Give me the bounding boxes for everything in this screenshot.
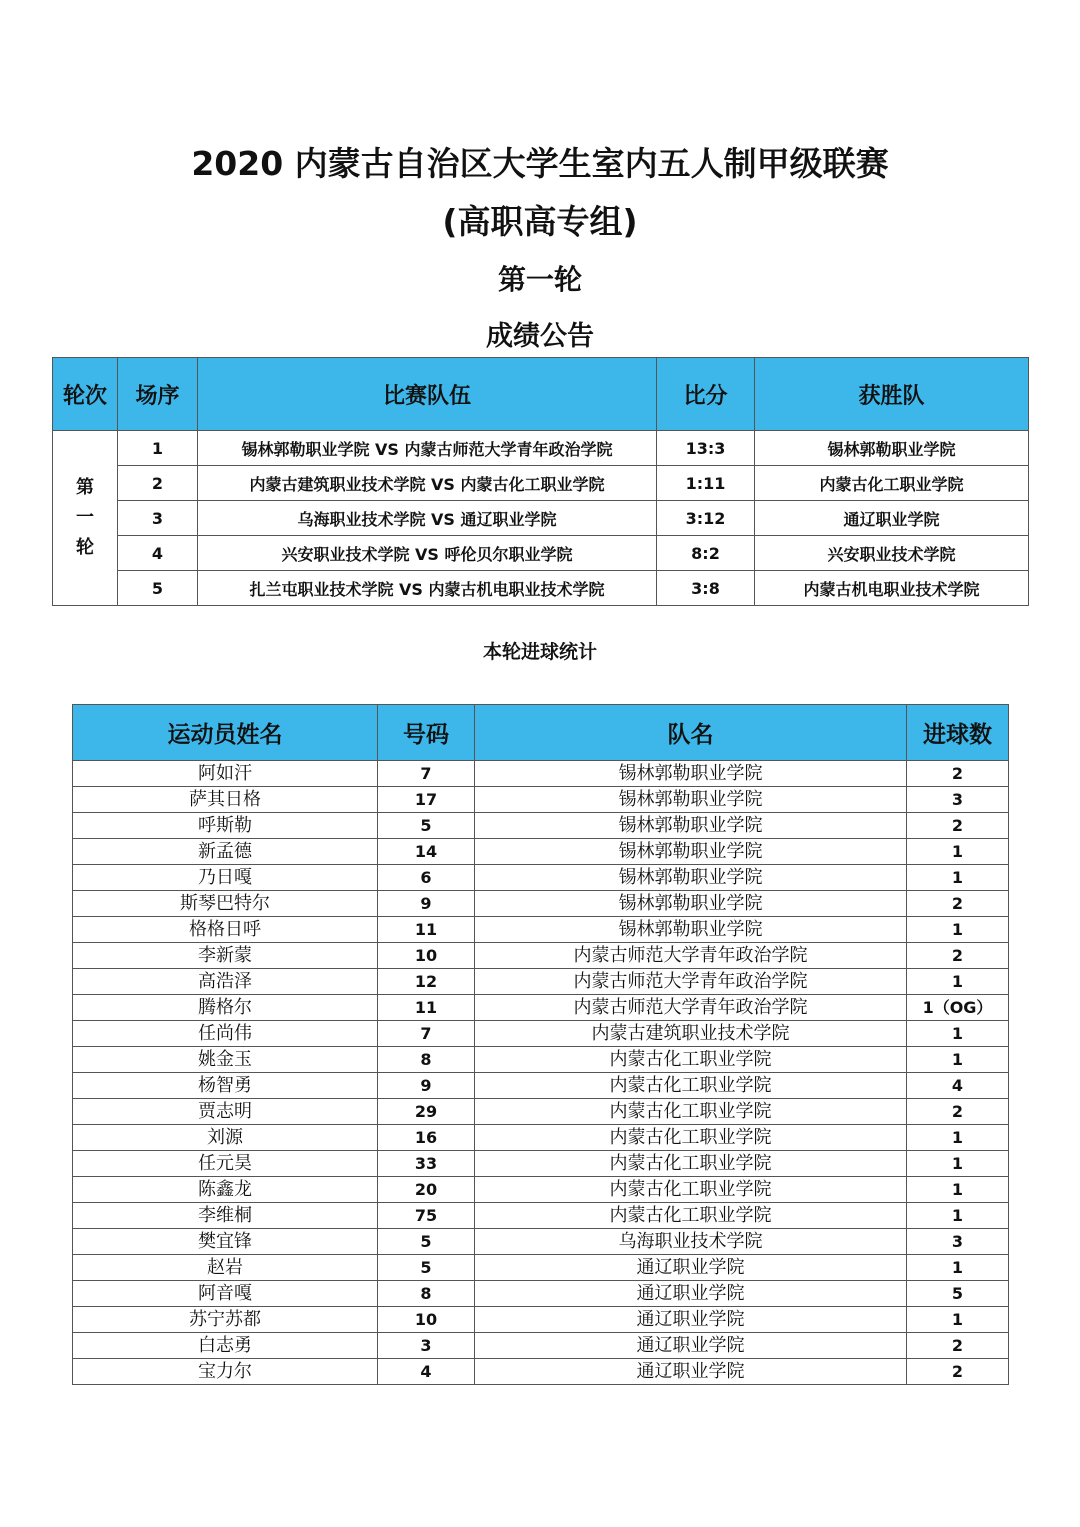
scorer-row: [73, 813, 1009, 839]
player-name-cell: 樊宜锋: [73, 1229, 378, 1255]
match-row: [53, 501, 1029, 536]
player-name-cell: 苏宁苏都: [73, 1307, 378, 1333]
round-heading: 第一轮: [497, 263, 582, 296]
player-name-cell: 赵岩: [73, 1255, 378, 1281]
player-team-cell: 锡林郭勒职业学院: [475, 787, 907, 813]
player-goals-cell: 2: [907, 1359, 1009, 1385]
header-score: 比分: [657, 358, 755, 431]
player-name-cell: 高浩泽: [73, 969, 378, 995]
player-number-cell: 9: [378, 891, 475, 917]
player-number-cell: 5: [378, 1255, 475, 1281]
scorer-row: [73, 1281, 1009, 1307]
player-team-cell: 内蒙古化工职业学院: [475, 1203, 907, 1229]
header-teams: 比赛队伍: [198, 358, 657, 431]
player-name-cell: 陈鑫龙: [73, 1177, 378, 1203]
player-team-cell: 锡林郭勒职业学院: [475, 761, 907, 787]
player-number-cell: 6: [378, 865, 475, 891]
scorer-row: [73, 943, 1009, 969]
match-winner-cell: 锡林郭勒职业学院: [755, 431, 1029, 466]
player-number-cell: 4: [378, 1359, 475, 1385]
player-goals-cell: 1: [907, 1151, 1009, 1177]
header-player-name: 运动员姓名: [73, 705, 378, 761]
player-goals-cell: 1: [907, 1021, 1009, 1047]
scorer-row: [73, 1333, 1009, 1359]
player-name-cell: 阿音嘎: [73, 1281, 378, 1307]
header-round: 轮次: [53, 358, 118, 431]
scorer-row: [73, 1203, 1009, 1229]
player-team-cell: 锡林郭勒职业学院: [475, 813, 907, 839]
match-score-cell: 3:12: [657, 501, 755, 536]
scorer-row: [73, 1177, 1009, 1203]
player-name-cell: 白志勇: [73, 1333, 378, 1359]
page-subtitle: (高职高专组): [442, 202, 638, 241]
scorer-row: [73, 1151, 1009, 1177]
player-name-cell: 腾格尔: [73, 995, 378, 1021]
round-label-char: 第: [76, 477, 94, 498]
player-number-cell: 75: [378, 1203, 475, 1229]
scorers-heading: 本轮进球统计: [482, 641, 597, 663]
match-row: [53, 536, 1029, 571]
player-goals-cell: 2: [907, 943, 1009, 969]
player-name-cell: 李新蒙: [73, 943, 378, 969]
scorer-row: [73, 1359, 1009, 1385]
player-goals-cell: 5: [907, 1281, 1009, 1307]
results-header-row: [53, 358, 1029, 431]
player-name-cell: 任元昊: [73, 1151, 378, 1177]
player-name-cell: 宝力尔: [73, 1359, 378, 1385]
match-score-cell: 3:8: [657, 571, 755, 606]
match-teams-cell: 锡林郭勒职业学院 VS 内蒙古师范大学青年政治学院: [198, 431, 657, 466]
player-number-cell: 20: [378, 1177, 475, 1203]
player-team-cell: 乌海职业技术学院: [475, 1229, 907, 1255]
round-label-cell: [53, 431, 118, 606]
player-name-cell: 姚金玉: [73, 1047, 378, 1073]
player-goals-cell: 1: [907, 839, 1009, 865]
match-row: [53, 466, 1029, 501]
header-goals: 进球数: [907, 705, 1009, 761]
scorer-row: [73, 1073, 1009, 1099]
player-number-cell: 8: [378, 1281, 475, 1307]
round-label-char: 一: [76, 507, 94, 528]
player-team-cell: 内蒙古化工职业学院: [475, 1177, 907, 1203]
player-goals-cell: 2: [907, 891, 1009, 917]
scorer-row: [73, 891, 1009, 917]
round-label-char: 轮: [76, 537, 94, 558]
match-score-cell: 1:11: [657, 466, 755, 501]
player-team-cell: 锡林郭勒职业学院: [475, 891, 907, 917]
scorer-row: [73, 839, 1009, 865]
player-team-cell: 锡林郭勒职业学院: [475, 865, 907, 891]
player-number-cell: 29: [378, 1099, 475, 1125]
player-number-cell: 17: [378, 787, 475, 813]
match-winner-cell: 内蒙古机电职业技术学院: [755, 571, 1029, 606]
player-team-cell: 通辽职业学院: [475, 1281, 907, 1307]
player-name-cell: 刘源: [73, 1125, 378, 1151]
player-name-cell: 斯琴巴特尔: [73, 891, 378, 917]
player-team-cell: 内蒙古化工职业学院: [475, 1047, 907, 1073]
match-order-cell: 4: [118, 536, 198, 571]
header-number: 号码: [378, 705, 475, 761]
match-teams-cell: 乌海职业技术学院 VS 通辽职业学院: [198, 501, 657, 536]
player-number-cell: 33: [378, 1151, 475, 1177]
player-team-cell: 通辽职业学院: [475, 1333, 907, 1359]
match-order-cell: 1: [118, 431, 198, 466]
match-teams-cell: 兴安职业技术学院 VS 呼伦贝尔职业学院: [198, 536, 657, 571]
player-number-cell: 14: [378, 839, 475, 865]
player-team-cell: 内蒙古建筑职业技术学院: [475, 1021, 907, 1047]
match-winner-cell: 通辽职业学院: [755, 501, 1029, 536]
player-goals-cell: 1（OG）: [907, 995, 1009, 1021]
scorer-row: [73, 1255, 1009, 1281]
player-goals-cell: 1: [907, 865, 1009, 891]
player-team-cell: 内蒙古师范大学青年政治学院: [475, 969, 907, 995]
player-goals-cell: 1: [907, 1203, 1009, 1229]
player-team-cell: 锡林郭勒职业学院: [475, 917, 907, 943]
player-goals-cell: 3: [907, 1229, 1009, 1255]
scorer-row: [73, 1047, 1009, 1073]
player-number-cell: 11: [378, 995, 475, 1021]
match-score-cell: 13:3: [657, 431, 755, 466]
player-goals-cell: 3: [907, 787, 1009, 813]
player-number-cell: 10: [378, 1307, 475, 1333]
player-number-cell: 10: [378, 943, 475, 969]
header-team-name: 队名: [475, 705, 907, 761]
player-name-cell: 呼斯勒: [73, 813, 378, 839]
player-team-cell: 锡林郭勒职业学院: [475, 839, 907, 865]
player-goals-cell: 1: [907, 1047, 1009, 1073]
player-name-cell: 新孟德: [73, 839, 378, 865]
player-team-cell: 内蒙古化工职业学院: [475, 1151, 907, 1177]
match-order-cell: 3: [118, 501, 198, 536]
scorer-row: [73, 969, 1009, 995]
player-goals-cell: 1: [907, 1255, 1009, 1281]
player-goals-cell: 1: [907, 1177, 1009, 1203]
player-goals-cell: 1: [907, 1125, 1009, 1151]
player-goals-cell: 1: [907, 917, 1009, 943]
scorer-row: [73, 1229, 1009, 1255]
scorer-row: [73, 995, 1009, 1021]
player-number-cell: 16: [378, 1125, 475, 1151]
player-team-cell: 内蒙古化工职业学院: [475, 1073, 907, 1099]
player-team-cell: 内蒙古师范大学青年政治学院: [475, 995, 907, 1021]
scorer-row: [73, 917, 1009, 943]
player-goals-cell: 1: [907, 1307, 1009, 1333]
match-teams-cell: 内蒙古建筑职业技术学院 VS 内蒙古化工职业学院: [198, 466, 657, 501]
scorer-row: [73, 787, 1009, 813]
player-number-cell: 5: [378, 813, 475, 839]
header-winner: 获胜队: [755, 358, 1029, 431]
scorer-row: [73, 1099, 1009, 1125]
announcement-heading: 成绩公告: [486, 321, 594, 352]
match-winner-cell: 内蒙古化工职业学院: [755, 466, 1029, 501]
player-number-cell: 7: [378, 761, 475, 787]
player-team-cell: 内蒙古师范大学青年政治学院: [475, 943, 907, 969]
scorer-row: [73, 865, 1009, 891]
match-order-cell: 5: [118, 571, 198, 606]
player-number-cell: 11: [378, 917, 475, 943]
match-winner-cell: 兴安职业技术学院: [755, 536, 1029, 571]
player-name-cell: 乃日嘎: [73, 865, 378, 891]
scorer-row: [73, 1307, 1009, 1333]
player-goals-cell: 4: [907, 1073, 1009, 1099]
scorer-row: [73, 1125, 1009, 1151]
player-goals-cell: 2: [907, 813, 1009, 839]
player-goals-cell: 2: [907, 1099, 1009, 1125]
scorer-row: [73, 1021, 1009, 1047]
match-teams-cell: 扎兰屯职业技术学院 VS 内蒙古机电职业技术学院: [198, 571, 657, 606]
player-goals-cell: 1: [907, 969, 1009, 995]
player-name-cell: 李维桐: [73, 1203, 378, 1229]
player-number-cell: 3: [378, 1333, 475, 1359]
player-number-cell: 8: [378, 1047, 475, 1073]
player-name-cell: 任尚伟: [73, 1021, 378, 1047]
match-row: [53, 571, 1029, 606]
scorers-header-row: [73, 705, 1009, 761]
player-team-cell: 内蒙古化工职业学院: [475, 1125, 907, 1151]
player-name-cell: 萨其日格: [73, 787, 378, 813]
header-match-order: 场序: [118, 358, 198, 431]
results-table: [52, 357, 1029, 606]
player-number-cell: 7: [378, 1021, 475, 1047]
player-team-cell: 通辽职业学院: [475, 1359, 907, 1385]
player-team-cell: 通辽职业学院: [475, 1307, 907, 1333]
player-number-cell: 9: [378, 1073, 475, 1099]
player-goals-cell: 2: [907, 761, 1009, 787]
page-title: 2020 内蒙古自治区大学生室内五人制甲级联赛: [191, 144, 889, 183]
player-name-cell: 杨智勇: [73, 1073, 378, 1099]
match-score-cell: 8:2: [657, 536, 755, 571]
player-name-cell: 阿如汗: [73, 761, 378, 787]
scorers-table: [72, 704, 1009, 1385]
match-order-cell: 2: [118, 466, 198, 501]
player-name-cell: 贾志明: [73, 1099, 378, 1125]
player-number-cell: 12: [378, 969, 475, 995]
player-goals-cell: 2: [907, 1333, 1009, 1359]
match-row: [53, 431, 1029, 466]
player-name-cell: 格格日呼: [73, 917, 378, 943]
player-team-cell: 内蒙古化工职业学院: [475, 1099, 907, 1125]
scorer-row: [73, 761, 1009, 787]
player-team-cell: 通辽职业学院: [475, 1255, 907, 1281]
player-number-cell: 5: [378, 1229, 475, 1255]
